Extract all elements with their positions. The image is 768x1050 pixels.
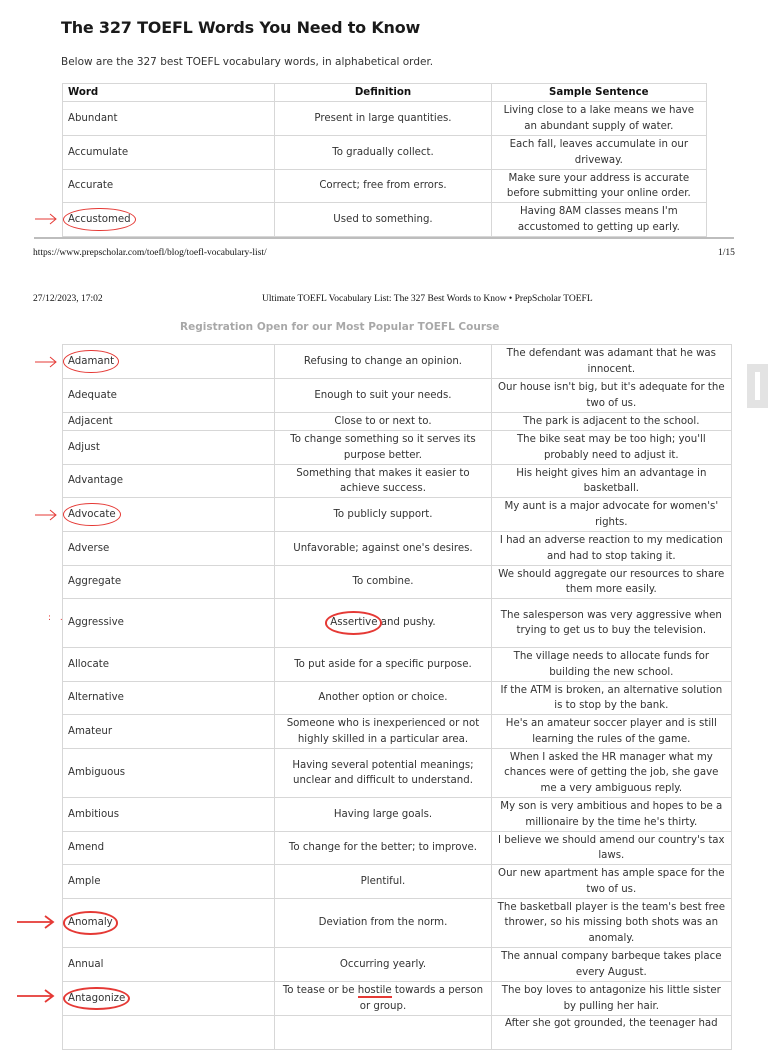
word-text: Anomaly (68, 917, 113, 929)
table-row (63, 431, 732, 465)
table-row (63, 749, 732, 798)
circled-word (68, 212, 131, 228)
circled-word (68, 354, 114, 370)
red-circle-annotation (63, 503, 121, 527)
red-circle-annotation (63, 350, 119, 374)
word-cell: Advantage (63, 465, 275, 498)
header-doc-title: Ultimate TOEFL Vocabulary List: The 327 Best Words to Know • PrepScholar TOEFL (262, 294, 593, 304)
footer-url[interactable]: https://www.prepscholar.com/toefl/blog/toefl-vocabulary-list/ (33, 248, 267, 258)
definition-cell: Another option or choice. (275, 682, 491, 715)
definition-cell: Close to or next to. (275, 413, 491, 431)
definition-cell: Having several potential meanings; unclear and difficult to understand. (275, 749, 491, 798)
word-cell: Ambiguous (63, 749, 275, 798)
header-date: 27/12/2023, 17:02 (33, 294, 103, 304)
arrow-icon (16, 914, 56, 928)
table-row (63, 413, 732, 431)
arrow-icon (34, 508, 58, 522)
page-title: The 327 TOEFL Words You Need to Know (61, 18, 421, 37)
word-cell: Abundant (63, 102, 275, 136)
table-row (63, 566, 732, 599)
vocab-table-page1 (62, 83, 707, 237)
sentence-cell: My son is very ambitious and hopes to be a millionaire by the time he's thirty. (491, 798, 731, 832)
table-row (63, 982, 732, 1016)
red-circle-annotation (63, 911, 118, 935)
table-row (63, 648, 732, 682)
definition-cell: To change something so it serves its purpose better. (275, 431, 491, 465)
word-cell (63, 899, 275, 948)
table-row (63, 832, 732, 865)
sentence-cell: When I asked the HR manager what my chances were of getting the job, she gave me a very ambiguous reply. (491, 749, 731, 798)
table-row (63, 599, 732, 648)
header-sample-sentence: Sample Sentence (491, 84, 706, 102)
sentence-cell: My aunt is a major advocate for women's' rights. (491, 498, 731, 532)
definition-cell: Present in large quantities. (275, 102, 491, 136)
sentence-cell: The basketball player is the team's best free thrower, so his missing both shots was an anomaly. (491, 899, 731, 948)
header-definition: Definition (275, 84, 491, 102)
footer-page-number: 1/15 (718, 248, 735, 258)
definition-cell: Deviation from the norm. (275, 899, 491, 948)
definition-cell (275, 1016, 491, 1050)
annotation-dots: : . (48, 613, 66, 623)
red-circle-annotation (325, 611, 382, 635)
table-row (63, 865, 732, 899)
definition-cell: Enough to suit your needs. (275, 379, 491, 413)
word-text: Adamant (68, 355, 115, 367)
word-cell: Aggregate (63, 566, 275, 599)
definition-cell: To combine. (275, 566, 491, 599)
arrow-icon (34, 355, 58, 369)
word-text: Advocate (68, 508, 116, 520)
sentence-cell: His height gives him an advantage in basketball. (491, 465, 731, 498)
table-row (63, 465, 732, 498)
arrow-icon (34, 212, 58, 226)
sentence-cell: I believe we should amend our country's tax laws. (491, 832, 731, 865)
sentence-cell: After she got grounded, the teenager had (491, 1016, 731, 1050)
table-row (63, 379, 732, 413)
circled-word (68, 915, 113, 931)
definition-circled-text: Assertive (330, 617, 378, 629)
word-cell: Accurate (63, 170, 275, 203)
sentence-cell: I had an adverse reaction to my medication and had to stop taking it. (491, 532, 731, 566)
table-row (63, 170, 707, 203)
definition-cell: To change for the better; to improve. (275, 832, 491, 865)
definition-pre-text: To tease or be (282, 985, 358, 996)
table-row (63, 136, 707, 170)
sentence-cell: The defendant was adamant that he was innocent. (491, 345, 731, 379)
table-row (63, 532, 732, 566)
sentence-cell: The boy loves to antagonize his little sister by pulling her hair. (491, 982, 731, 1016)
sentence-cell: Make sure your address is accurate before submitting your online order. (491, 170, 706, 203)
circled-word (68, 507, 116, 523)
definition-cell: To gradually collect. (275, 136, 491, 170)
word-cell (63, 498, 275, 532)
circled-definition-word (330, 615, 377, 631)
word-cell (63, 345, 275, 379)
sentence-cell: Having 8AM classes means I'm accustomed to getting up early. (491, 203, 706, 237)
definition-cell: To put aside for a specific purpose. (275, 648, 491, 682)
definition-cell: Occurring yearly. (275, 948, 491, 982)
sentence-cell: The annual company barbeque takes place every August. (491, 948, 731, 982)
table-row (63, 203, 707, 237)
sentence-cell: Our house isn't big, but it's adequate for the two of us. (491, 379, 731, 413)
word-cell: Aggressive (63, 599, 275, 648)
table-row (63, 345, 732, 379)
definition-rest-text: and pushy. (377, 617, 436, 629)
word-cell: Ample (63, 865, 275, 899)
word-cell: Adequate (63, 379, 275, 413)
underlined-word: hostile (357, 985, 392, 996)
word-cell (63, 982, 275, 1016)
definition-cell: Unfavorable; against one's desires. (275, 532, 491, 566)
table-row (63, 948, 732, 982)
word-cell: Annual (63, 948, 275, 982)
sentence-cell: We should aggregate our resources to share them more easily. (491, 566, 731, 599)
header-word: Word (63, 84, 275, 102)
registration-banner[interactable]: Registration Open for our Most Popular TOEFL Course (180, 321, 500, 333)
sentence-cell: Our new apartment has ample space for the two of us. (491, 865, 731, 899)
sentence-cell: The park is adjacent to the school. (491, 413, 731, 431)
word-cell (63, 203, 275, 237)
definition-cell: To publicly support. (275, 498, 491, 532)
word-cell: Amend (63, 832, 275, 865)
circled-word (68, 991, 125, 1007)
definition-cell: Someone who is inexperienced or not highly skilled in a particular area. (275, 715, 491, 749)
intro-text: Below are the 327 best TOEFL vocabulary words, in alphabetical order. (61, 56, 434, 68)
red-circle-annotation (63, 987, 130, 1011)
word-cell: Allocate (63, 648, 275, 682)
arrow-icon (16, 988, 56, 1002)
sentence-cell: The salesperson was very aggressive when trying to get us to buy the television. (491, 599, 731, 648)
word-cell: Adverse (63, 532, 275, 566)
table-header-row (63, 84, 707, 102)
word-cell (63, 1016, 275, 1050)
word-cell: Adjacent (63, 413, 275, 431)
table-row (63, 102, 707, 136)
red-circle-annotation (63, 208, 136, 232)
sentence-cell: Living close to a lake means we have an abundant supply of water. (491, 102, 706, 136)
definition-cell: Plentiful. (275, 865, 491, 899)
word-cell: Amateur (63, 715, 275, 749)
sentence-cell: Each fall, leaves accumulate in our driveway. (491, 136, 706, 170)
definition-cell: Used to something. (275, 203, 491, 237)
table-row (63, 798, 732, 832)
definition-cell: Correct; free from errors. (275, 170, 491, 203)
sentence-cell: If the ATM is broken, an alternative solution is to stop by the bank. (491, 682, 731, 715)
definition-cell: Having large goals. (275, 798, 491, 832)
vocab-table-page2 (62, 344, 732, 1050)
definition-cell: Something that makes it easier to achieve success. (275, 465, 491, 498)
table-row (63, 899, 732, 948)
word-cell: Alternative (63, 682, 275, 715)
table-row (63, 1016, 732, 1050)
sentence-cell: He's an amateur soccer player and is still learning the rules of the game. (491, 715, 731, 749)
table-row (63, 682, 732, 715)
definition-post-text: towards a person or group. (359, 985, 484, 1012)
word-text: Accustomed (68, 213, 131, 225)
table-row (63, 715, 732, 749)
table-row (63, 498, 732, 532)
definition-cell (275, 599, 491, 648)
word-text: Antagonize (68, 992, 126, 1004)
word-cell: Ambitious (63, 798, 275, 832)
definition-cell: Refusing to change an opinion. (275, 345, 491, 379)
word-cell: Adjust (63, 431, 275, 465)
sentence-cell: The bike seat may be too high; you'll probably need to adjust it. (491, 431, 731, 465)
page-divider (34, 237, 734, 239)
sentence-cell: The village needs to allocate funds for building the new school. (491, 648, 731, 682)
side-tab-notch (755, 372, 760, 400)
word-cell: Accumulate (63, 136, 275, 170)
definition-cell (275, 982, 491, 1016)
